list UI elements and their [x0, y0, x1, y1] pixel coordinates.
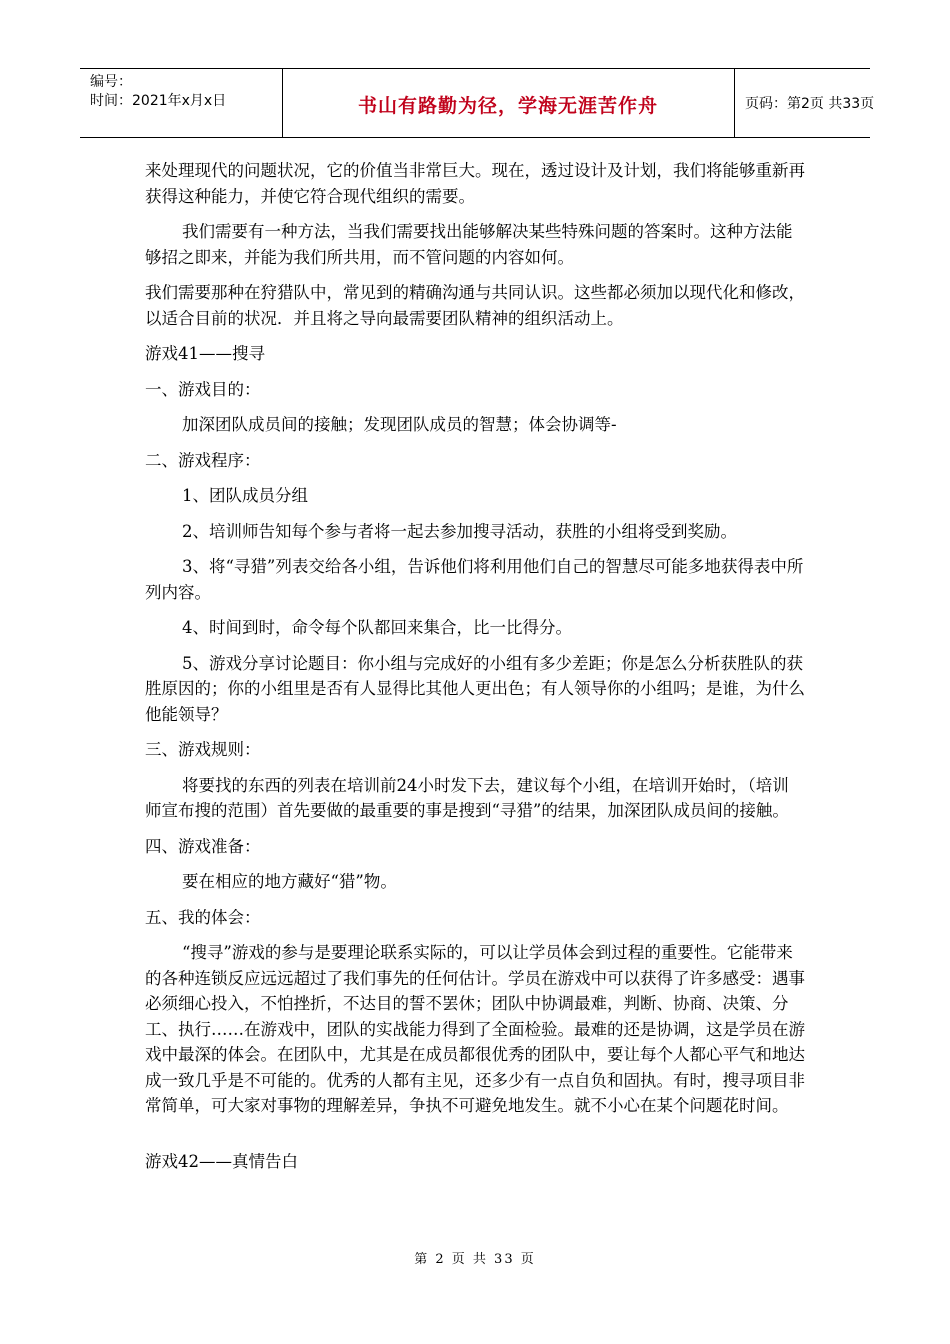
- paragraph: 我们需要有一种方法，当我们需要找出能够解决某些特殊问题的答案时。这种方法能够招之即来，并能为我们所共用，而不管问题的内容如何。: [145, 222, 793, 267]
- procedure-step: 4、时间到时，命令每个队都回来集合，比一比得分。: [182, 618, 572, 637]
- paragraph-continuation: 来处理现代的问题状况，它的价值当非常巨大。现在，透过设计及计划，我们将能够重新再获得这种能力，并使它符合现代组织的需要。: [145, 161, 805, 206]
- section-heading-preparation: 四、游戏准备：: [145, 836, 261, 856]
- rules-text: 将要找的东西的列表在培训前24小时发下去，建议每个小组，在培训开始时，（培训师宣布搜的范围）首先要做的最重要的事是搜到“寻猎”的结果，加深团队成员间的接触。: [145, 775, 789, 820]
- document-time-label: 时间：2021年x月x日: [90, 93, 227, 109]
- reflection-text: “搜寻”游戏的参与是要理论联系实际的，可以让学员体会到过程的重要性。它能带来的各种连锁反应远远超过了我们事先的任何估计。学员在游戏中可以获得了许多感受：遇事必须细心投入，不怕挫折，不达目的誓不罢休；团队中协调最难，判断、协商、决策、分工、执行……在游戏中，团队的实战能力得到了全面检验。最难的还是协调，这是学员在游戏中最深的体会。在团队中，尤其是在成员都很优秀的团队中，要让每个人都心平气和地达成一致几乎是不可能的。优秀的人都有主见，还多少有一点自负和固执。有时，搜寻项目非常简单，可大家对事物的理解差异，争执不可避免地发生。就不小心在某个问题花时间。: [145, 943, 805, 1115]
- header-page-cell: [735, 69, 875, 137]
- header-motto-cell: [282, 69, 735, 137]
- section-heading-procedure: 二、游戏程序：: [145, 450, 261, 470]
- section-heading-reflection: 五、我的体会：: [145, 907, 261, 927]
- procedure-step: 5、游戏分享讨论题目：你小组与完成好的小组有多少差距；你是怎么分析获胜队的获胜原因的；你的小组里是否有人显得比其他人更出色；有人领导你的小组吗；是谁，为什么他能领导？: [145, 653, 805, 724]
- procedure-step: 2、培训师告知每个参与者将一起去参加搜寻活动，获胜的小组将受到奖励。: [182, 521, 737, 541]
- page-header: [80, 68, 875, 138]
- header-page-info: 页码：第2页 共33页: [745, 96, 875, 112]
- page-footer: 第 2 页 共 33 页: [414, 1252, 536, 1267]
- section-heading-purpose: 一、游戏目的：: [145, 379, 261, 399]
- section-heading-rules: 三、游戏规则：: [145, 740, 261, 759]
- procedure-step: 3、将“寻猎”列表交给各小组，告诉他们将利用他们自己的智慧尽可能多地获得表中所列内容。: [145, 557, 804, 602]
- section-title-game-41: 游戏41——搜寻: [145, 344, 265, 363]
- header-meta-cell: [80, 69, 283, 137]
- preparation-text: 要在相应的地方藏好“猎”物。: [182, 872, 397, 891]
- section-title-game-42: 游戏42——真情告白: [145, 1151, 298, 1171]
- procedure-step: 1、团队成员分组: [182, 486, 308, 505]
- document-body: [145, 158, 805, 1184]
- purpose-text: 加深团队成员间的接触；发现团队成员的智慧；体会协调等-: [182, 415, 617, 434]
- header-motto: 书山有路勤为径，学海无涯苦作舟: [357, 95, 658, 117]
- paragraph: 我们需要那种在狩猎队中，常见到的精确沟通与共同认识。这些都必须加以现代化和修改，以适合目前的状况．并且将之导向最需要团队精神的组织活动上。: [145, 283, 805, 328]
- document-number-label: 编号：: [90, 74, 132, 90]
